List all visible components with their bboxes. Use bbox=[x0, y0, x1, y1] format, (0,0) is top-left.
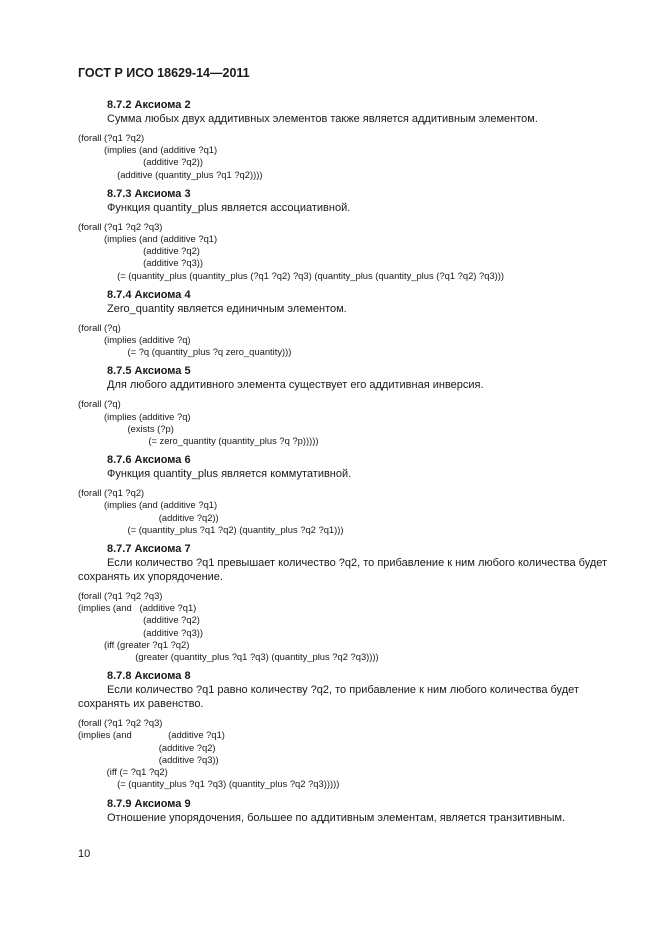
axiom-section bbox=[78, 542, 623, 663]
section-text: Если количество ?q1 равно количеству ?q2, то прибавление к ним любого количества будет сохранять их равенство. bbox=[78, 684, 579, 711]
section-text: Zero_quantity является единичным элементом. bbox=[107, 302, 347, 315]
code-block bbox=[78, 221, 623, 282]
code-line: (forall (?q1 ?q2) bbox=[78, 132, 145, 143]
code-block bbox=[78, 487, 623, 536]
section-heading: 8.7.2 Аксиома 2 bbox=[107, 99, 191, 111]
code-line: (implies (additive ?q) bbox=[78, 410, 191, 422]
code-block bbox=[78, 132, 623, 181]
document-header: ГОСТ Р ИСО 18629-14—2011 bbox=[78, 66, 250, 80]
axiom-section bbox=[78, 453, 623, 536]
section-text: Для любого аддитивного элемента существует его аддитивная инверсия. bbox=[107, 379, 484, 392]
section-text: Если количество ?q1 превышает количество ?q2, то прибавление к ним любого количества будет сохранять их упорядочение. bbox=[78, 557, 608, 584]
code-line: (implies (and (additive ?q1) bbox=[78, 144, 218, 156]
section-text: Функция quantity_plus является коммутативной. bbox=[107, 468, 352, 481]
code-line: (= (quantity_plus (quantity_plus (?q1 ?q2) ?q3) (quantity_plus (quantity_plus (?q1 ?q2) ?q3))) bbox=[78, 269, 505, 281]
section-heading: 8.7.5 Аксиома 5 bbox=[107, 365, 191, 378]
code-line: (forall (?q) bbox=[78, 321, 121, 333]
code-line: (iff (= ?q1 ?q2) bbox=[78, 766, 168, 778]
axiom-section bbox=[78, 98, 623, 181]
document-body bbox=[78, 98, 623, 825]
code-line: (forall (?q1 ?q2 ?q3) bbox=[78, 220, 163, 232]
code-line: (implies (and (additive ?q1) bbox=[78, 233, 218, 245]
code-line: (= (quantity_plus ?q1 ?q3) (quantity_plus ?q2 ?q3))))) bbox=[78, 778, 340, 790]
section-heading: 8.7.6 Аксиома 6 bbox=[107, 454, 191, 467]
code-line: (= zero_quantity (quantity_plus ?q ?p))))) bbox=[78, 435, 319, 447]
code-line: (implies (additive ?q) bbox=[78, 334, 191, 346]
code-line: (additive ?q2)) bbox=[78, 511, 219, 523]
code-line: (exists (?p) bbox=[78, 422, 174, 434]
code-line: (additive (quantity_plus ?q1 ?q2)))) bbox=[78, 168, 263, 180]
code-line: (= ?q (quantity_plus ?q zero_quantity))) bbox=[78, 346, 292, 358]
axiom-section bbox=[78, 187, 623, 282]
code-line: (implies (and (additive ?q1) bbox=[78, 602, 197, 614]
section-heading: 8.7.8 Аксиома 8 bbox=[107, 670, 191, 683]
code-line: (forall (?q) bbox=[78, 398, 121, 410]
axiom-section bbox=[78, 288, 623, 359]
axiom-section bbox=[78, 797, 623, 825]
code-line: (forall (?q1 ?q2 ?q3) bbox=[78, 717, 163, 729]
code-line: (implies (and (additive ?q1) bbox=[78, 729, 225, 741]
code-line: (additive ?q2) bbox=[78, 245, 200, 257]
page-number: 10 bbox=[78, 848, 91, 860]
section-heading: 8.7.3 Аксиома 3 bbox=[107, 187, 191, 200]
section-heading: 8.7.7 Аксиома 7 bbox=[107, 543, 191, 556]
code-block bbox=[78, 590, 623, 663]
code-line: (forall (?q1 ?q2 ?q3) bbox=[78, 590, 163, 602]
code-line: (additive ?q3)) bbox=[78, 626, 204, 638]
axiom-section bbox=[78, 669, 623, 790]
code-line: (iff (greater ?q1 ?q2) bbox=[78, 638, 190, 650]
section-text: Отношение упорядочения, большее по аддитивным элементам, является транзитивным. bbox=[107, 811, 566, 824]
code-line: (additive ?q3)) bbox=[78, 257, 204, 269]
code-line: (greater (quantity_plus ?q1 ?q3) (quantity_plus ?q2 ?q3)))) bbox=[78, 651, 379, 663]
section-heading: 8.7.9 Аксиома 9 bbox=[107, 797, 191, 810]
code-line: (implies (and (additive ?q1) bbox=[78, 499, 218, 511]
code-line: (additive ?q2)) bbox=[78, 156, 204, 168]
code-block bbox=[78, 717, 623, 790]
code-block bbox=[78, 398, 623, 447]
code-line: (additive ?q3)) bbox=[78, 753, 219, 765]
section-text: Функция quantity_plus является ассоциативной. bbox=[107, 201, 351, 214]
code-line: (additive ?q2) bbox=[78, 741, 216, 753]
section-heading: 8.7.4 Аксиома 4 bbox=[107, 288, 191, 301]
axiom-section bbox=[78, 364, 623, 447]
code-line: (forall (?q1 ?q2) bbox=[78, 487, 145, 499]
code-line: (= (quantity_plus ?q1 ?q2) (quantity_plus ?q2 ?q1))) bbox=[78, 523, 344, 535]
code-block bbox=[78, 322, 623, 359]
section-text: Сумма любых двух аддитивных элементов также является аддитивным элементом. bbox=[107, 113, 538, 125]
code-line: (additive ?q2) bbox=[78, 614, 200, 626]
